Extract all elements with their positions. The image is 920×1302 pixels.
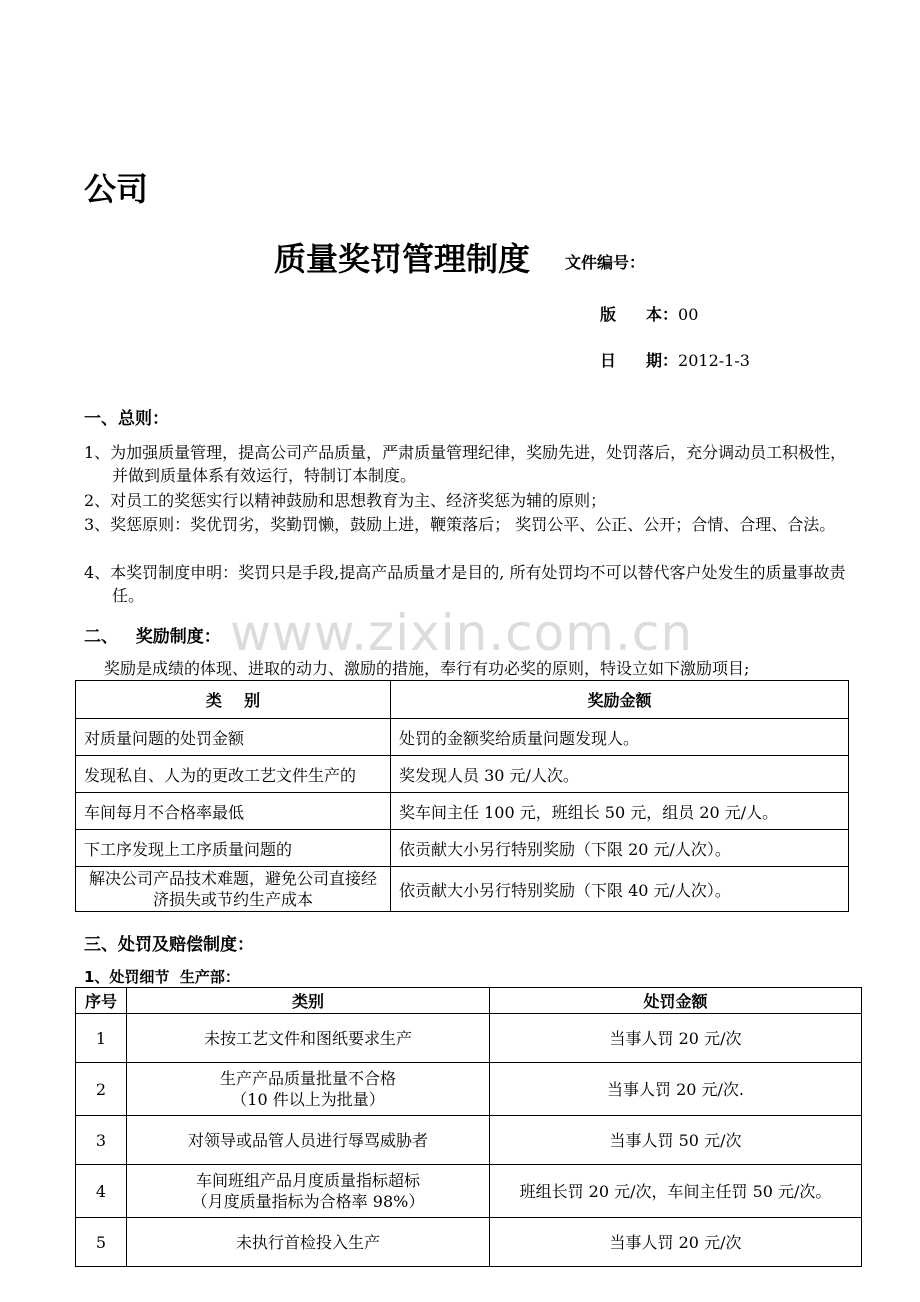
table-cell: 奖车间主任 100 元，班组长 50 元，组员 20 元/人。 (391, 793, 849, 830)
table-row (76, 1014, 862, 1063)
table-cell: 当事人罚 50 元/次 (490, 1116, 862, 1165)
penalty-table (75, 987, 862, 1267)
table-row (76, 793, 849, 830)
table-cell: 车间班组产品月度质量指标超标 （月度质量指标为合格率 98%） (127, 1165, 490, 1218)
section1-item-2: 2、对员工的奖惩实行以精神鼓励和思想教育为主、经济奖惩为辅的原则； (84, 491, 607, 510)
table-row (76, 830, 849, 867)
version-value: 00 (678, 305, 699, 324)
table-cell: 解决公司产品技术难题，避免公司直接经济损失或节约生产成本 (76, 867, 391, 912)
table-cell: 下工序发现上工序质量问题的 (76, 830, 391, 867)
watermark: www.zixin.com.cn (230, 604, 694, 662)
table-row (76, 756, 849, 793)
table-cell: 当事人罚 20 元/次. (490, 1063, 862, 1116)
table-header-cell: 类 别 (76, 681, 391, 719)
section3-subheading: 1、处罚细节 生产部： (84, 968, 240, 986)
reward-table (75, 680, 849, 912)
file-number-label: 文件编号： (565, 253, 646, 272)
table-header-cell: 类别 (127, 988, 490, 1014)
table-row (76, 719, 849, 756)
table-cell: 当事人罚 20 元/次 (490, 1014, 862, 1063)
table-header-cell: 奖励金额 (391, 681, 849, 719)
table-cell: 2 (76, 1063, 127, 1116)
section2-intro: 奖励是成绩的体现、进取的动力、激励的措施，奉行有功必奖的原则，特设立如下激励项目; (104, 659, 750, 678)
table-row (76, 1218, 862, 1267)
table-row (76, 1116, 862, 1165)
table-header-row (76, 681, 849, 719)
section1-item-4: 4、本奖罚制度申明：奖罚只是手段,提高产品质量才是目的, 所有处罚均不可以替代客户处发生的质量事故责任。 (84, 563, 846, 605)
section1-item-1: 1、为加强质量管理，提高公司产品质量，严肃质量管理纪律，奖励先进，处罚落后，充分调动员工积极性，并做到质量体系有效运行，特制订本制度。 (84, 443, 847, 485)
document-title: 质量奖罚管理制度 (274, 240, 531, 278)
table-cell: 生产产品质量批量不合格 （10 件以上为批量） (127, 1063, 490, 1116)
table-header-cell: 处罚金额 (490, 988, 862, 1014)
table-header-row (76, 988, 862, 1014)
table-cell: 1 (76, 1014, 127, 1063)
section1-item-3: 3、奖惩原则：奖优罚劣，奖勤罚懒，鼓励上进，鞭策落后； 奖罚公平、公正、公开；合情、合理、合法。 (84, 515, 836, 534)
table-header-cell: 序号 (76, 988, 127, 1014)
table-cell: 依贡献大小另行特别奖励（下限 40 元/人次）。 (391, 867, 849, 912)
table-row (76, 1063, 862, 1116)
table-cell: 3 (76, 1116, 127, 1165)
section2-heading: 二、 奖励制度： (84, 627, 221, 647)
table-cell: 未执行首检投入生产 (127, 1218, 490, 1267)
table-row (76, 867, 849, 912)
table-cell: 对领导或品管人员进行辱骂威胁者 (127, 1116, 490, 1165)
table-cell: 班组长罚 20 元/次，车间主任罚 50 元/次。 (490, 1165, 862, 1218)
table-cell: 5 (76, 1218, 127, 1267)
table-cell: 依贡献大小另行特别奖励（下限 20 元/人次）。 (391, 830, 849, 867)
date-value: 2012-1-3 (678, 351, 750, 370)
table-cell: 未按工艺文件和图纸要求生产 (127, 1014, 490, 1063)
table-cell: 当事人罚 20 元/次 (490, 1218, 862, 1267)
company-name: 公司 (84, 170, 149, 208)
table-cell: 对质量问题的处罚金额 (76, 719, 391, 756)
section3-heading: 三、处罚及赔偿制度： (84, 935, 254, 955)
version-line: 版 本：00 (600, 305, 699, 324)
table-cell: 车间每月不合格率最低 (76, 793, 391, 830)
table-row (76, 1165, 862, 1218)
table-cell: 发现私自、人为的更改工艺文件生产的 (76, 756, 391, 793)
table-cell: 奖发现人员 30 元/人次。 (391, 756, 849, 793)
table-cell: 4 (76, 1165, 127, 1218)
section1-heading: 一、总则： (84, 409, 169, 429)
table-cell: 处罚的金额奖给质量问题发现人。 (391, 719, 849, 756)
date-line: 日 期：2012-1-3 (600, 351, 750, 370)
